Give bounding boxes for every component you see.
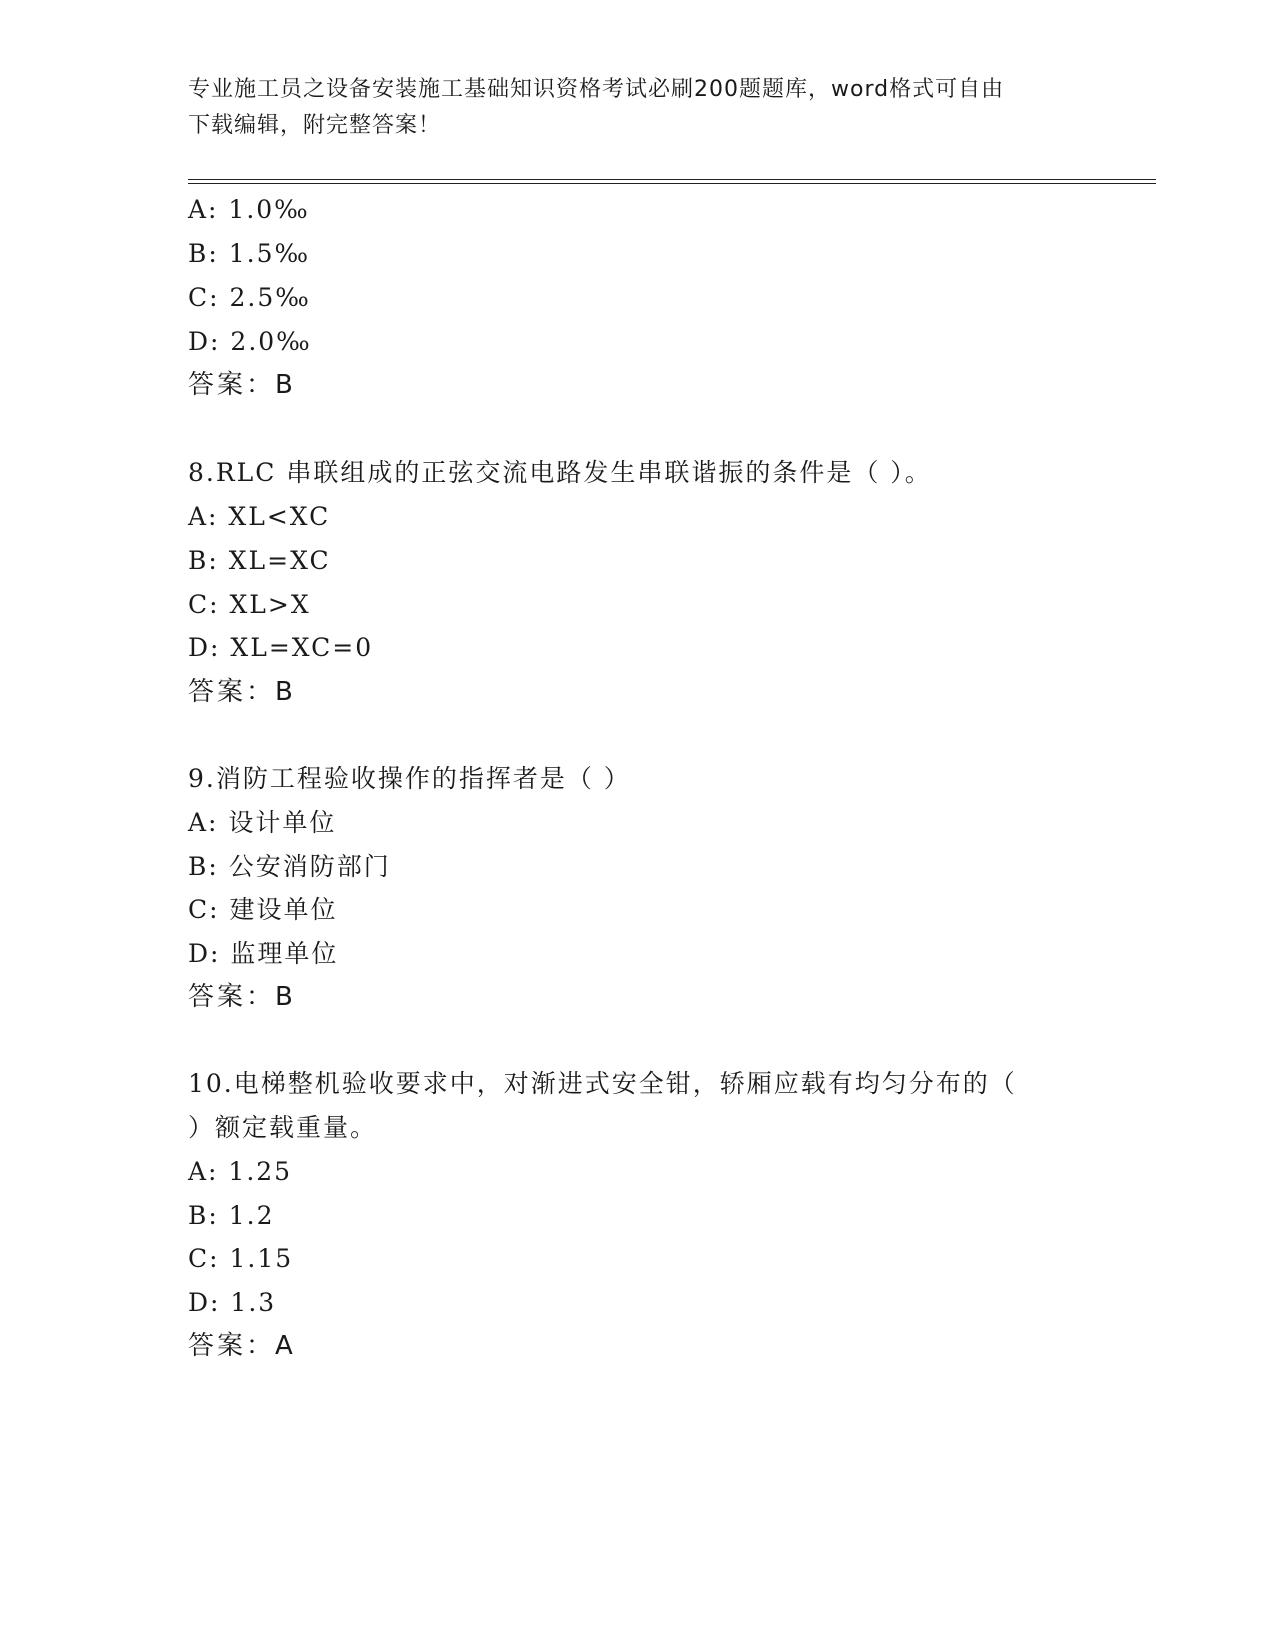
q8-answer-label: 答案： xyxy=(188,677,276,707)
q7-option-b: B: 1.5‰ xyxy=(188,239,311,268)
q7-option-c: C: 2.5‰ xyxy=(188,283,311,312)
q9-option-c: C: 建设单位 xyxy=(188,895,338,924)
q10-answer-label: 答案： xyxy=(188,1331,276,1361)
q8-option-c: C: XL>X xyxy=(188,590,311,619)
q10-answer xyxy=(188,1326,293,1366)
q8-option-b: B: XL=XC xyxy=(188,546,331,575)
q7-answer xyxy=(188,365,293,405)
q10-option-c: C: 1.15 xyxy=(188,1244,294,1273)
q10-answer-value: A xyxy=(275,1331,293,1361)
header-divider-top xyxy=(188,179,1156,180)
header-title-line-1: 专业施工员之设备安装施工基础知识资格考试必刷200题题库，word格式可自由 xyxy=(188,77,1005,102)
q7-answer-value: B xyxy=(275,370,293,400)
q10-option-d: D: 1.3 xyxy=(188,1288,277,1317)
q9-answer-value: B xyxy=(275,982,293,1012)
q9-answer-label: 答案： xyxy=(188,982,276,1012)
q9-question: 9.消防工程验收操作的指挥者是（ ） xyxy=(188,764,631,793)
q10-question-line-2: ）额定载重量。 xyxy=(188,1113,378,1142)
q10-question-line-1: 10.电梯整机验收要求中，对渐进式安全钳，轿厢应载有均匀分布的（ xyxy=(188,1069,1017,1098)
q8-option-a: A: XL<XC xyxy=(188,502,331,531)
header-title-line-2: 下载编辑，附完整答案！ xyxy=(188,113,442,138)
q8-answer xyxy=(188,672,293,712)
q9-option-d: D: 监理单位 xyxy=(188,939,339,968)
q7-answer-label: 答案： xyxy=(188,370,276,400)
q7-option-a: A: 1.0‰ xyxy=(188,195,310,224)
q8-answer-value: B xyxy=(275,677,293,707)
q10-option-a: A: 1.25 xyxy=(188,1157,293,1186)
q9-option-a: A: 设计单位 xyxy=(188,808,337,837)
q8-question: 8.RLC 串联组成的正弦交流电路发生串联谐振的条件是（ ）。 xyxy=(188,458,932,487)
q7-option-d: D: 2.0‰ xyxy=(188,327,312,356)
q10-option-b: B: 1.2 xyxy=(188,1201,275,1230)
q9-option-b: B: 公安消防部门 xyxy=(188,852,391,881)
document-header xyxy=(188,72,1088,144)
q8-option-d: D: XL=XC=0 xyxy=(188,633,374,662)
header-divider-bottom xyxy=(188,183,1156,184)
q9-answer xyxy=(188,977,293,1017)
